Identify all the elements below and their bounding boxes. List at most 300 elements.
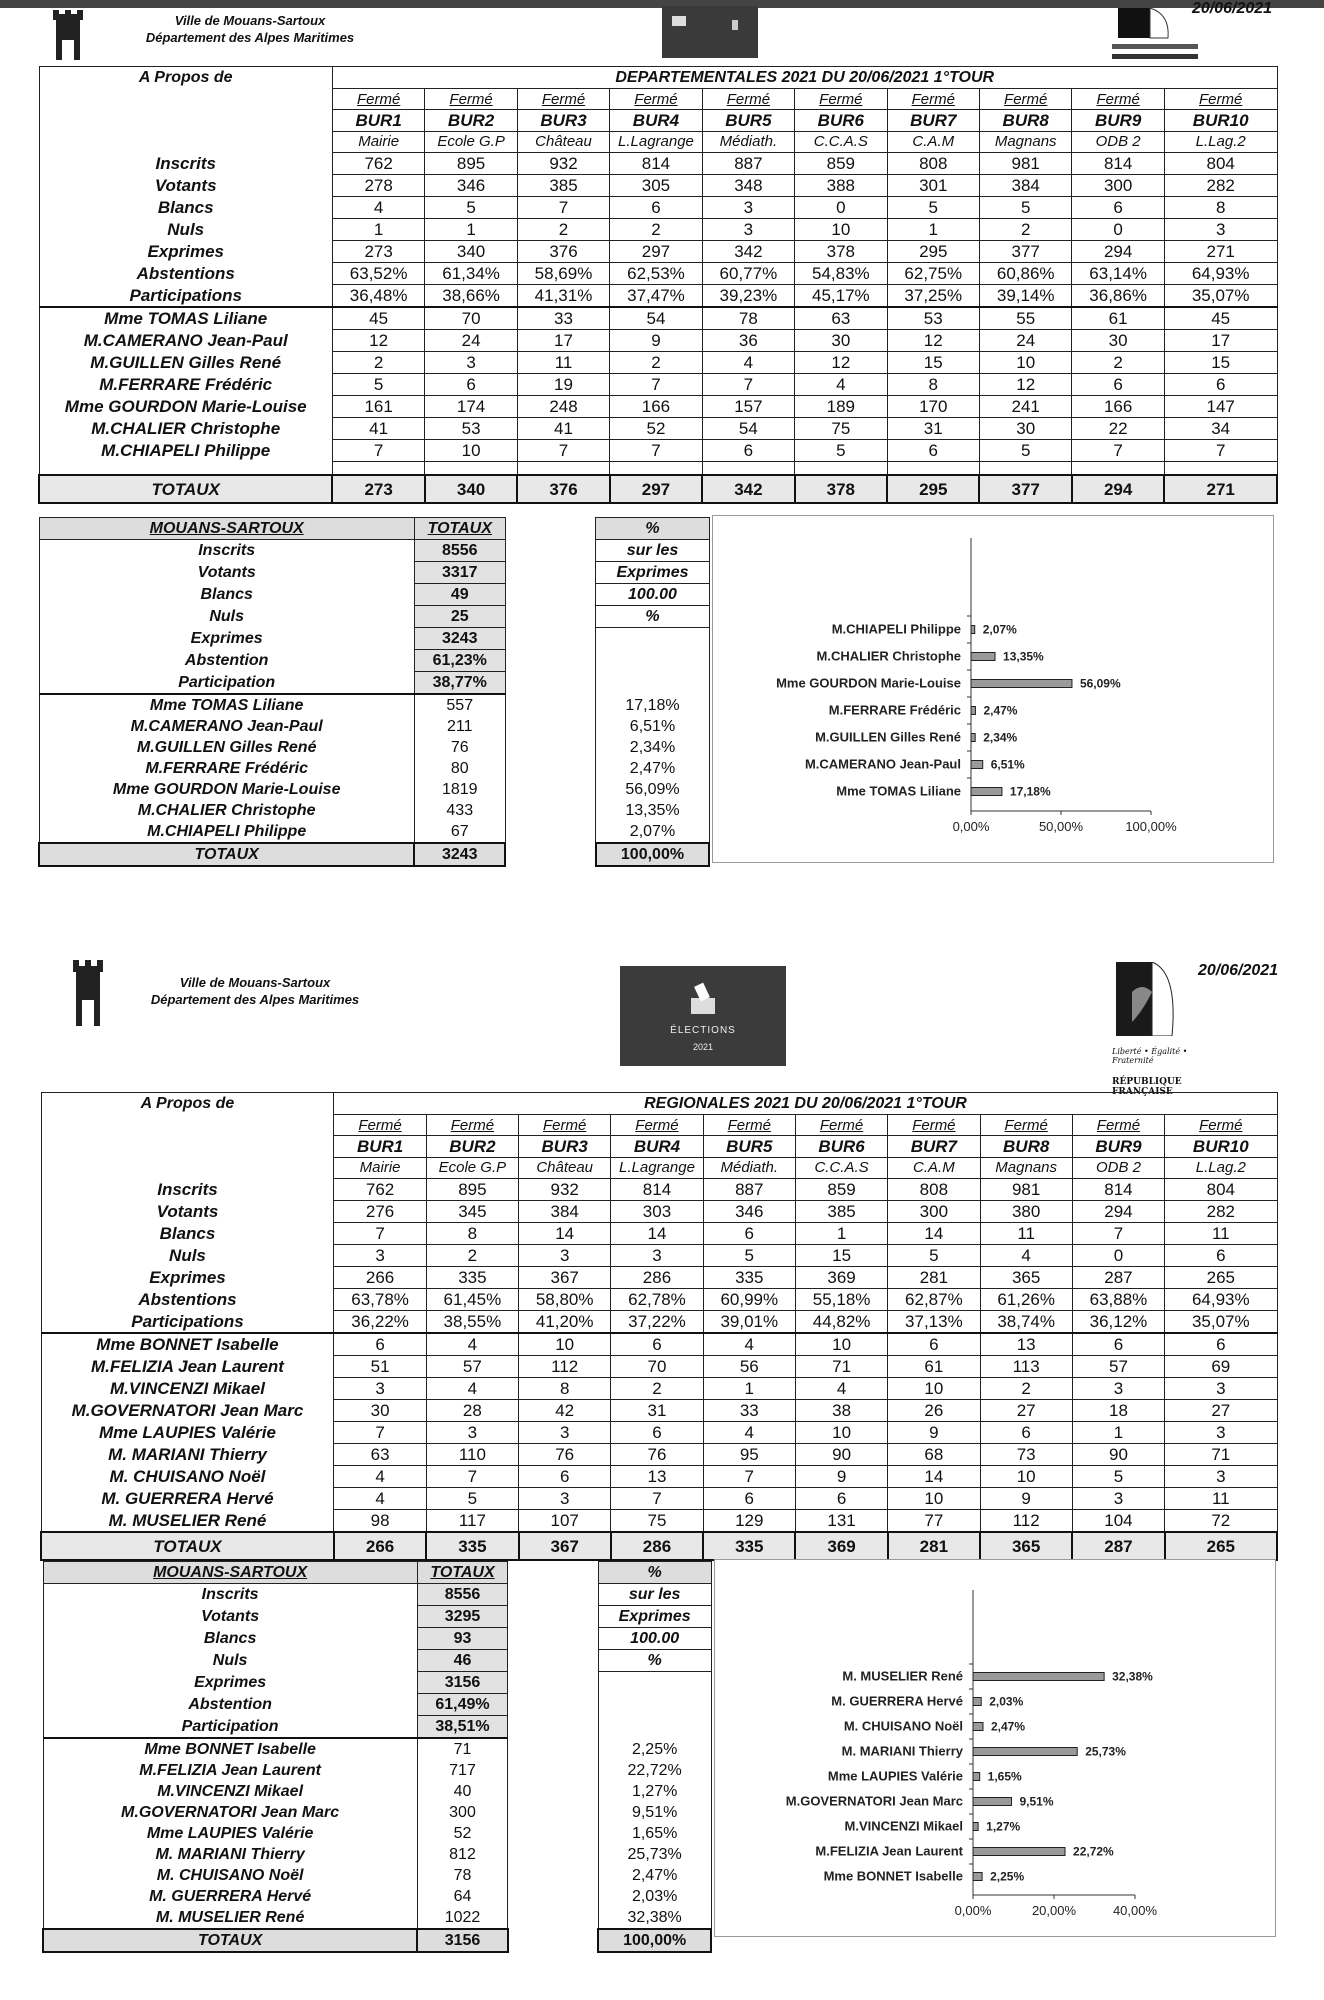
candidate-value: 7 (703, 1466, 795, 1488)
place-cell: C.A.M (887, 132, 979, 153)
status-cell: Fermé (1164, 89, 1277, 110)
stat-value: 300 (1072, 175, 1164, 197)
stat-label: Participations (39, 285, 332, 308)
place-row (41, 1158, 1277, 1179)
candidate-value: 4 (703, 1422, 795, 1444)
summary-candidate-pct: 6,51% (596, 716, 709, 737)
dep-results-table (38, 66, 1278, 504)
totals-value: 376 (517, 475, 609, 503)
summary-stat-label: Inscrits (39, 540, 414, 562)
candidate-value: 10 (888, 1488, 980, 1510)
summary-stat-label: Abstention (39, 650, 414, 672)
candidate-value: 26 (888, 1400, 980, 1422)
status-row (39, 89, 1277, 110)
stat-value: 0 (1072, 1245, 1164, 1267)
candidate-value: 54 (610, 307, 702, 330)
candidate-value: 6 (1164, 374, 1277, 396)
summary-pct-note: sur les (596, 540, 709, 562)
summary-candidate-label: M.GOVERNATORI Jean Marc (43, 1802, 417, 1823)
candidate-value: 117 (426, 1510, 518, 1533)
spacer (979, 462, 1071, 476)
summary-candidate-pct: 2,34% (596, 737, 709, 758)
candidate-value: 7 (611, 1488, 703, 1510)
summary-candidate-label: M. MUSELIER René (43, 1907, 417, 1929)
candidate-value: 70 (425, 307, 517, 330)
stat-row (41, 1201, 1277, 1223)
summary-stat-row (43, 1694, 711, 1716)
stat-label: Votants (41, 1201, 334, 1223)
summary-stat-row (39, 562, 709, 584)
candidate-value: 22 (1072, 418, 1164, 440)
summary-pct-note: 100.00 (596, 584, 709, 606)
candidate-value: 166 (610, 396, 702, 418)
spacer (1164, 462, 1277, 476)
summary-candidate-value: 433 (414, 800, 505, 821)
summary-stat-label: Participation (39, 672, 414, 695)
stat-label: Nuls (39, 219, 332, 241)
summary-header-row (43, 1562, 711, 1584)
gap (505, 779, 596, 800)
candidate-value: 30 (979, 418, 1071, 440)
x-tick-label: 0,00% (952, 819, 990, 834)
candidate-row (39, 396, 1277, 418)
stat-value: 63,14% (1072, 263, 1164, 285)
candidate-value: 5 (979, 440, 1071, 462)
candidate-value: 7 (517, 440, 609, 462)
stat-value: 5 (425, 197, 517, 219)
stat-value: 2 (610, 219, 702, 241)
stat-row (39, 175, 1277, 197)
summary-stat-row (39, 650, 709, 672)
summary-candidate-label: Mme LAUPIES Valérie (43, 1823, 417, 1844)
status-cell: Fermé (980, 1115, 1072, 1136)
stat-value: 300 (888, 1201, 980, 1223)
candidate-value: 6 (611, 1422, 703, 1444)
stat-value: 0 (1072, 219, 1164, 241)
summary-stat-value: 3295 (417, 1606, 508, 1628)
candidate-value: 174 (425, 396, 517, 418)
candidate-value: 2 (332, 352, 424, 374)
chart-bar (973, 1723, 983, 1731)
stat-value: 8 (426, 1223, 518, 1245)
candidate-value: 2 (980, 1378, 1072, 1400)
place-cell: L.Lag.2 (1164, 132, 1277, 153)
stat-value: 305 (610, 175, 702, 197)
summary-candidate-row (43, 1760, 711, 1781)
stat-value: 64,93% (1164, 263, 1277, 285)
stat-value: 3 (519, 1245, 611, 1267)
chart-value-label: 13,35% (1003, 649, 1044, 664)
gap (505, 562, 596, 584)
stat-label: Blancs (41, 1223, 334, 1245)
candidate-value: 5 (332, 374, 424, 396)
spacer (702, 462, 794, 476)
stat-value: 295 (887, 241, 979, 263)
stat-value: 340 (425, 241, 517, 263)
stat-value: 63,52% (332, 263, 424, 285)
title-row (41, 1093, 1277, 1115)
status-cell: Fermé (795, 1115, 887, 1136)
totals-row (39, 475, 1277, 503)
place-row (39, 132, 1277, 153)
spacer (517, 462, 609, 476)
status-cell: Fermé (426, 1115, 518, 1136)
stat-row (39, 263, 1277, 285)
bureau-cell: BUR1 (334, 1136, 426, 1158)
summary-pct-header: % (596, 518, 709, 540)
candidate-label: Mme GOURDON Marie-Louise (39, 396, 332, 418)
stat-value: 808 (888, 1179, 980, 1201)
stat-label: Inscrits (41, 1179, 334, 1201)
candidate-value: 57 (426, 1356, 518, 1378)
summary-candidate-pct: 2,47% (598, 1865, 711, 1886)
stat-value: 36,22% (334, 1311, 426, 1334)
stat-value: 15 (795, 1245, 887, 1267)
summary-candidate-row (39, 694, 709, 716)
title-row (39, 67, 1277, 89)
elections-logo-icon (662, 6, 758, 58)
summary-candidate-label: Mme GOURDON Marie-Louise (39, 779, 414, 800)
place-cell: Médiath. (702, 132, 794, 153)
stat-value: 814 (611, 1179, 703, 1201)
bureau-row (39, 110, 1277, 132)
chart-value-label: 2,07% (982, 622, 1017, 637)
stat-value: 36,48% (332, 285, 424, 308)
summary-candidate-value: 1022 (417, 1907, 508, 1929)
stat-value: 859 (795, 1179, 887, 1201)
summary-candidate-row (43, 1781, 711, 1802)
candidate-value: 4 (334, 1466, 426, 1488)
stat-value: 39,23% (702, 285, 794, 308)
stat-value: 37,22% (611, 1311, 703, 1334)
candidate-value: 10 (980, 1466, 1072, 1488)
status-cell: Fermé (1072, 1115, 1164, 1136)
candidate-value: 51 (334, 1356, 426, 1378)
candidate-value: 34 (1164, 418, 1277, 440)
stat-value: 287 (1072, 1267, 1164, 1289)
totals-value: 295 (887, 475, 979, 503)
candidate-value: 55 (979, 307, 1071, 330)
bureau-cell: BUR5 (702, 110, 794, 132)
stat-value: 380 (980, 1201, 1072, 1223)
totals-value: 281 (888, 1532, 980, 1560)
bureau-cell: BUR2 (426, 1136, 518, 1158)
stat-value: 5 (888, 1245, 980, 1267)
candidate-value: 3 (1072, 1378, 1164, 1400)
candidate-value: 7 (1164, 440, 1277, 462)
candidate-value: 63 (334, 1444, 426, 1466)
stat-value: 14 (519, 1223, 611, 1245)
status-cell: Fermé (1072, 89, 1164, 110)
town-crest-icon (50, 10, 86, 64)
candidate-value: 10 (425, 440, 517, 462)
candidate-value: 8 (887, 374, 979, 396)
chart-value-label: 2,47% (991, 1719, 1026, 1734)
stat-value: 303 (611, 1201, 703, 1223)
summary-candidate-label: M. GUERRERA Hervé (43, 1886, 417, 1907)
candidate-value: 27 (980, 1400, 1072, 1422)
totals-value: 377 (979, 475, 1071, 503)
candidate-value: 157 (702, 396, 794, 418)
candidate-value: 4 (426, 1378, 518, 1400)
candidate-value: 41 (517, 418, 609, 440)
summary-candidate-value: 211 (414, 716, 505, 737)
stat-value: 5 (887, 197, 979, 219)
rf-motto: Liberté • Égalité • Fraternité (1112, 1047, 1188, 1065)
summary-candidate-row (43, 1844, 711, 1865)
gap (505, 540, 596, 562)
candidate-label: M.GUILLEN Gilles René (39, 352, 332, 374)
stat-value: 335 (703, 1267, 795, 1289)
candidate-value: 61 (1072, 307, 1164, 330)
summary-candidate-pct: 32,38% (598, 1907, 711, 1929)
candidate-value: 95 (703, 1444, 795, 1466)
candidate-value: 14 (888, 1466, 980, 1488)
summary-pct-note: Exprimes (598, 1606, 711, 1628)
blank-label (39, 89, 332, 110)
status-cell: Fermé (979, 89, 1071, 110)
candidate-row (39, 374, 1277, 396)
candidate-value: 3 (426, 1422, 518, 1444)
stat-value: 3 (702, 197, 794, 219)
candidate-value: 71 (1165, 1444, 1277, 1466)
candidate-value: 12 (332, 330, 424, 352)
stat-row (41, 1267, 1277, 1289)
summary-stat-label: Abstention (43, 1694, 417, 1716)
totals-row (41, 1532, 1277, 1560)
stat-row (39, 197, 1277, 219)
stat-value: 377 (979, 241, 1071, 263)
candidate-value: 3 (1072, 1488, 1164, 1510)
chart-value-label: 2,03% (989, 1694, 1024, 1709)
stat-value: 1 (887, 219, 979, 241)
summary-pct-blank (598, 1672, 711, 1694)
candidate-value: 6 (887, 440, 979, 462)
gap (508, 1650, 599, 1672)
totals-value: 273 (332, 475, 424, 503)
candidate-value: 24 (979, 330, 1071, 352)
stat-value: 282 (1165, 1201, 1277, 1223)
summary-totals-value: 3243 (414, 843, 505, 866)
candidate-value: 3 (1165, 1422, 1277, 1444)
summary-candidate-value: 76 (414, 737, 505, 758)
stat-value: 8 (1164, 197, 1277, 219)
summary-stat-label: Votants (39, 562, 414, 584)
bureau-cell: BUR3 (517, 110, 609, 132)
candidate-value: 1 (1072, 1422, 1164, 1444)
candidate-value: 131 (795, 1510, 887, 1533)
summary-stat-row (39, 628, 709, 650)
candidate-label: M.VINCENZI Mikael (41, 1378, 334, 1400)
summary-candidate-pct: 1,65% (598, 1823, 711, 1844)
chart-bar (973, 1823, 978, 1831)
candidate-row (41, 1356, 1277, 1378)
bureau-cell: BUR4 (611, 1136, 703, 1158)
summary-pct-blank (596, 672, 709, 695)
summary-pct-blank (596, 628, 709, 650)
stat-value: 2 (426, 1245, 518, 1267)
stat-value: 981 (979, 153, 1071, 175)
town-crest-icon (70, 960, 106, 1030)
gap (508, 1606, 599, 1628)
stat-value: 278 (332, 175, 424, 197)
stat-value: 762 (334, 1179, 426, 1201)
stat-value: 301 (887, 175, 979, 197)
stat-value: 38,66% (425, 285, 517, 308)
summary-candidate-value: 78 (417, 1865, 508, 1886)
stat-value: 11 (980, 1223, 1072, 1245)
stat-value: 814 (610, 153, 702, 175)
summary-stat-value: 8556 (417, 1584, 508, 1606)
stat-row (39, 219, 1277, 241)
candidate-value: 1 (703, 1378, 795, 1400)
gap (508, 1628, 599, 1650)
bureau-cell: BUR8 (979, 110, 1071, 132)
spacer (425, 462, 517, 476)
chart-category-label: Mme TOMAS Liliane (836, 783, 961, 799)
summary-candidate-value: 717 (417, 1760, 508, 1781)
summary-pct-blank (596, 650, 709, 672)
ballot-box-icon (683, 980, 723, 1020)
blank-label (41, 1136, 334, 1158)
stat-value: 814 (1072, 153, 1164, 175)
summary-candidate-label: M.FERRARE Frédéric (39, 758, 414, 779)
stat-value: 294 (1072, 1201, 1164, 1223)
place-cell: Mairie (334, 1158, 426, 1179)
stat-label: Abstentions (39, 263, 332, 285)
stat-value: 14 (888, 1223, 980, 1245)
x-tick-label: 100,00% (1125, 819, 1177, 834)
stat-value: 895 (425, 153, 517, 175)
candidate-value: 4 (702, 352, 794, 374)
stat-value: 38,55% (426, 1311, 518, 1334)
candidate-value: 30 (1072, 330, 1164, 352)
place-cell: L.Lagrange (610, 132, 702, 153)
stat-value: 4 (980, 1245, 1072, 1267)
stat-label: Exprimes (41, 1267, 334, 1289)
stat-value: 63,88% (1072, 1289, 1164, 1311)
place-cell: ODB 2 (1072, 1158, 1164, 1179)
bureau-cell: BUR9 (1072, 110, 1164, 132)
stat-value: 3 (702, 219, 794, 241)
stat-value: 39,14% (979, 285, 1071, 308)
summary-pct-note: % (596, 606, 709, 628)
reg-town-block (125, 974, 385, 1008)
stat-value: 297 (610, 241, 702, 263)
candidate-label: M.CHALIER Christophe (39, 418, 332, 440)
bureau-cell: BUR2 (425, 110, 517, 132)
bureau-cell: BUR1 (332, 110, 424, 132)
summary-stat-row (43, 1606, 711, 1628)
bureau-cell: BUR10 (1164, 110, 1277, 132)
stat-value: 385 (795, 1201, 887, 1223)
summary-town-header: MOUANS-SARTOUX (39, 518, 414, 540)
dep-town-block (120, 12, 380, 46)
candidate-value: 112 (980, 1510, 1072, 1533)
status-cell: Fermé (888, 1115, 980, 1136)
reg-department-name: Département des Alpes Maritimes (150, 992, 360, 1007)
candidate-value: 2 (1072, 352, 1164, 374)
candidate-value: 98 (334, 1510, 426, 1533)
candidate-value: 72 (1165, 1510, 1277, 1533)
stat-row (41, 1179, 1277, 1201)
candidate-value: 6 (1072, 374, 1164, 396)
bureau-row (41, 1136, 1277, 1158)
stat-value: 6 (1165, 1245, 1277, 1267)
gap (505, 518, 596, 540)
candidate-value: 13 (611, 1466, 703, 1488)
candidate-label: Mme BONNET Isabelle (41, 1333, 334, 1356)
candidate-value: 7 (334, 1422, 426, 1444)
chart-bar (971, 626, 975, 634)
chart-category-label: M.CAMERANO Jean-Paul (804, 756, 961, 772)
reg-summary-table (42, 1561, 712, 1953)
summary-candidate-label: M. MARIANI Thierry (43, 1844, 417, 1865)
stat-value: 7 (334, 1223, 426, 1245)
totals-value: 335 (703, 1532, 795, 1560)
candidate-label: M.FELIZIA Jean Laurent (41, 1356, 334, 1378)
stat-value: 6 (610, 197, 702, 219)
gap (508, 1584, 599, 1606)
stat-value: 14 (611, 1223, 703, 1245)
stat-value: 348 (702, 175, 794, 197)
summary-stat-label: Blancs (39, 584, 414, 606)
candidate-value: 6 (1165, 1333, 1277, 1356)
candidate-value: 9 (888, 1422, 980, 1444)
spacer (610, 462, 702, 476)
candidate-row (39, 330, 1277, 352)
summary-pct-note: 100.00 (598, 1628, 711, 1650)
stat-value: 384 (979, 175, 1071, 197)
summary-candidate-row (43, 1865, 711, 1886)
status-row (41, 1115, 1277, 1136)
summary-stat-row (43, 1584, 711, 1606)
stat-label: Participations (41, 1311, 334, 1334)
gap (508, 1802, 599, 1823)
summary-candidate-value: 1819 (414, 779, 505, 800)
candidate-row (39, 440, 1277, 462)
chart-bar (973, 1673, 1104, 1681)
chart-bar (971, 788, 1002, 796)
summary-candidate-row (43, 1738, 711, 1760)
stat-value: 762 (332, 153, 424, 175)
stat-value: 41,20% (519, 1311, 611, 1334)
chart-value-label: 17,18% (1009, 784, 1051, 799)
stat-value: 1 (332, 219, 424, 241)
stat-label: Abstentions (41, 1289, 334, 1311)
candidate-value: 54 (702, 418, 794, 440)
stat-row (39, 285, 1277, 308)
candidate-value: 7 (426, 1466, 518, 1488)
summary-candidate-label: Mme TOMAS Liliane (39, 694, 414, 716)
x-tick-label: 20,00% (1031, 1903, 1077, 1918)
stat-value: 61,26% (980, 1289, 1072, 1311)
spacer (39, 462, 332, 476)
stat-value: 35,07% (1165, 1311, 1277, 1334)
bureau-cell: BUR9 (1072, 1136, 1164, 1158)
stat-value: 36,86% (1072, 285, 1164, 308)
stat-label: Inscrits (39, 153, 332, 175)
candidate-value: 33 (703, 1400, 795, 1422)
stat-value: 5 (979, 197, 1071, 219)
stat-row (41, 1245, 1277, 1267)
dep-chart (712, 515, 1274, 863)
stat-value: 60,77% (702, 263, 794, 285)
candidate-value: 33 (517, 307, 609, 330)
status-cell: Fermé (611, 1115, 703, 1136)
gap (508, 1694, 599, 1716)
place-cell: Château (517, 132, 609, 153)
